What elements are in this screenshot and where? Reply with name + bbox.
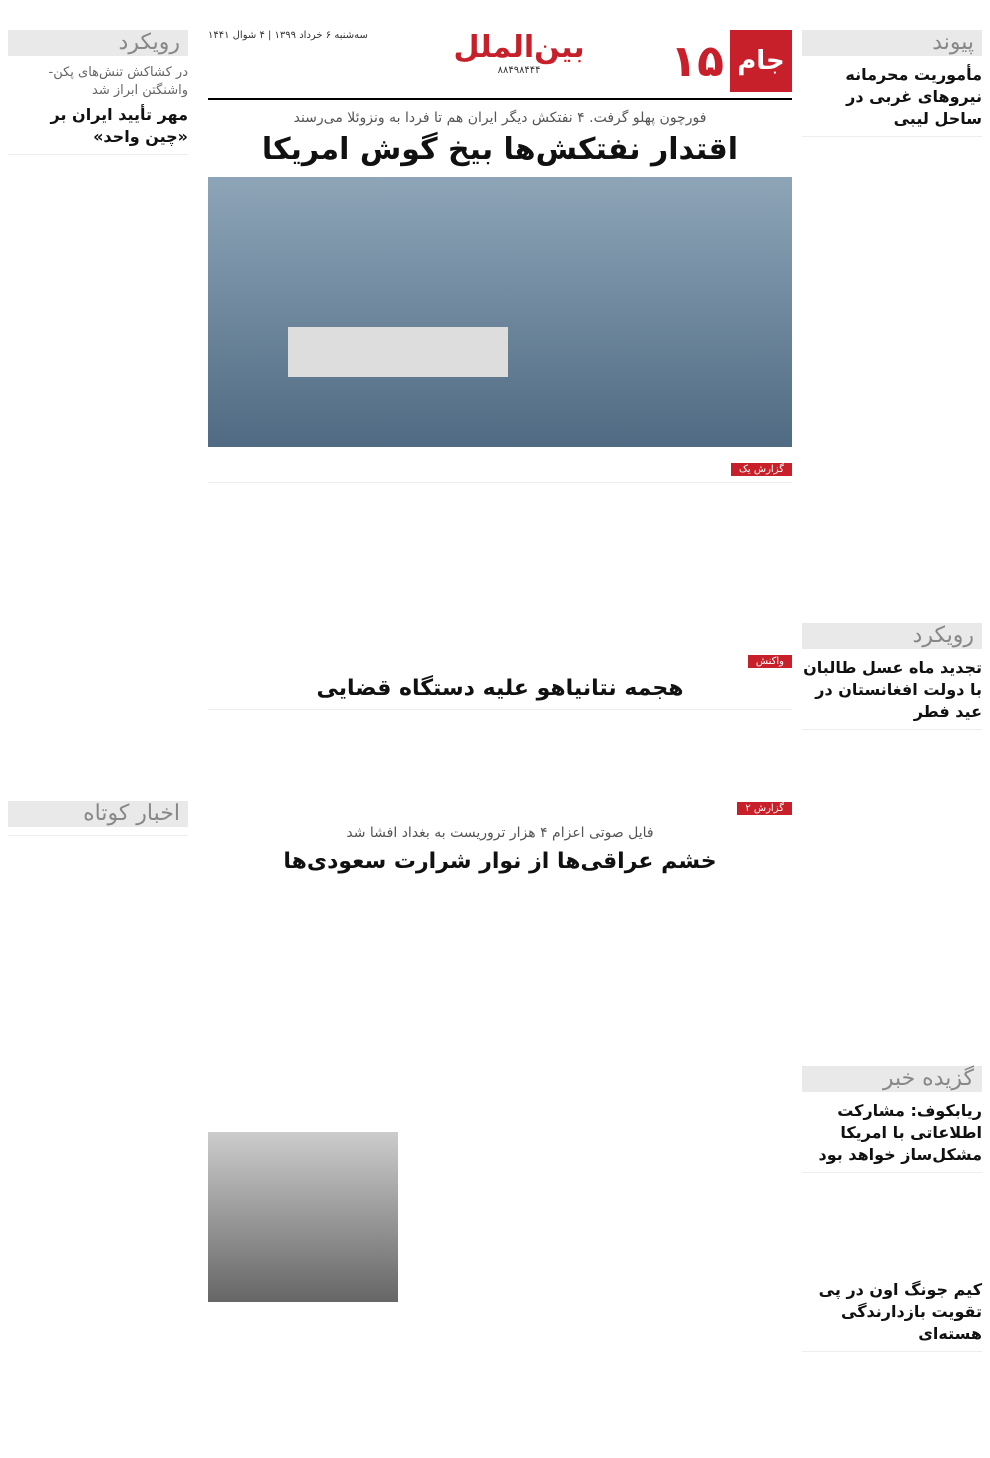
body-text <box>8 835 188 1396</box>
kicker: در کشاکش تنش‌های پکن-واشنگتن ابراز شد <box>48 65 188 98</box>
phone: ۸۸۴۹۸۴۴۴ <box>497 65 541 76</box>
logo-jam: جام <box>730 30 792 92</box>
headline: مأموریت محرمانه نیروهای غربی در ساحل لیبی <box>845 65 982 128</box>
article-area <box>208 882 792 1302</box>
section-logo: بین‌الملل <box>453 30 585 65</box>
section-tag: اخبار کوتاه <box>8 801 188 827</box>
section-tag: رویکرد <box>8 30 188 56</box>
body-text <box>802 729 982 1060</box>
photo-saudi <box>208 1132 398 1302</box>
section-tag: گزارش یک <box>731 463 792 476</box>
kicker: فورچون پهلو گرفت. ۴ نفتکش دیگر ایران هم تا فردا به ونزوئلا می‌رسند <box>293 110 707 126</box>
headline: هجمه نتانیاهو علیه دستگاه قضایی <box>316 676 684 701</box>
headline: تجدید ماه عسل طالبان با دولت افغانستان در عید فطر <box>803 658 982 721</box>
ship-shape <box>288 327 508 377</box>
body-text <box>208 482 792 643</box>
headline: کیم جونگ اون در پی تقویت بازدارندگی هسته‌ای <box>818 1280 982 1343</box>
logo-15: ۱۵ <box>670 35 724 87</box>
main-headline: اقتدار نفتکش‌ها بیخ گوش امریکا <box>261 132 739 167</box>
masthead-center <box>453 30 584 76</box>
kicker: فایل صوتی اعزام ۴ هزار تروریست به بغداد افشا شد <box>346 825 654 841</box>
body-text <box>208 709 792 790</box>
left-column <box>8 30 188 1402</box>
logo-group <box>670 30 792 92</box>
headline: خشم عراقی‌ها از نوار شرارت سعودی‌ها <box>283 849 717 874</box>
body-text <box>802 1172 982 1273</box>
right-column <box>802 30 982 1458</box>
section-tag: پیوند <box>802 30 982 56</box>
headline: ریابکوف: مشارکت اطلاعاتی با امریکا مشکل‌ساز خواهد بود <box>818 1101 982 1164</box>
body-text <box>802 136 982 617</box>
body-text <box>8 154 188 795</box>
photo-warship <box>208 177 792 447</box>
dateline: سه‌شنبه ۶ خرداد ۱۳۹۹ | ۴ شوال ۱۴۴۱ <box>208 30 368 41</box>
section-tag: گزارش ۲ <box>737 802 792 815</box>
center-column <box>208 30 792 1302</box>
masthead <box>208 30 792 100</box>
section-tag: گزیده خبر <box>802 1066 982 1092</box>
section-tag: رویکرد <box>802 623 982 649</box>
section-tag: واکنش <box>748 655 792 668</box>
headline: مهر تأیید ایران بر «چین واحد» <box>50 105 188 146</box>
body-text <box>802 1351 982 1452</box>
